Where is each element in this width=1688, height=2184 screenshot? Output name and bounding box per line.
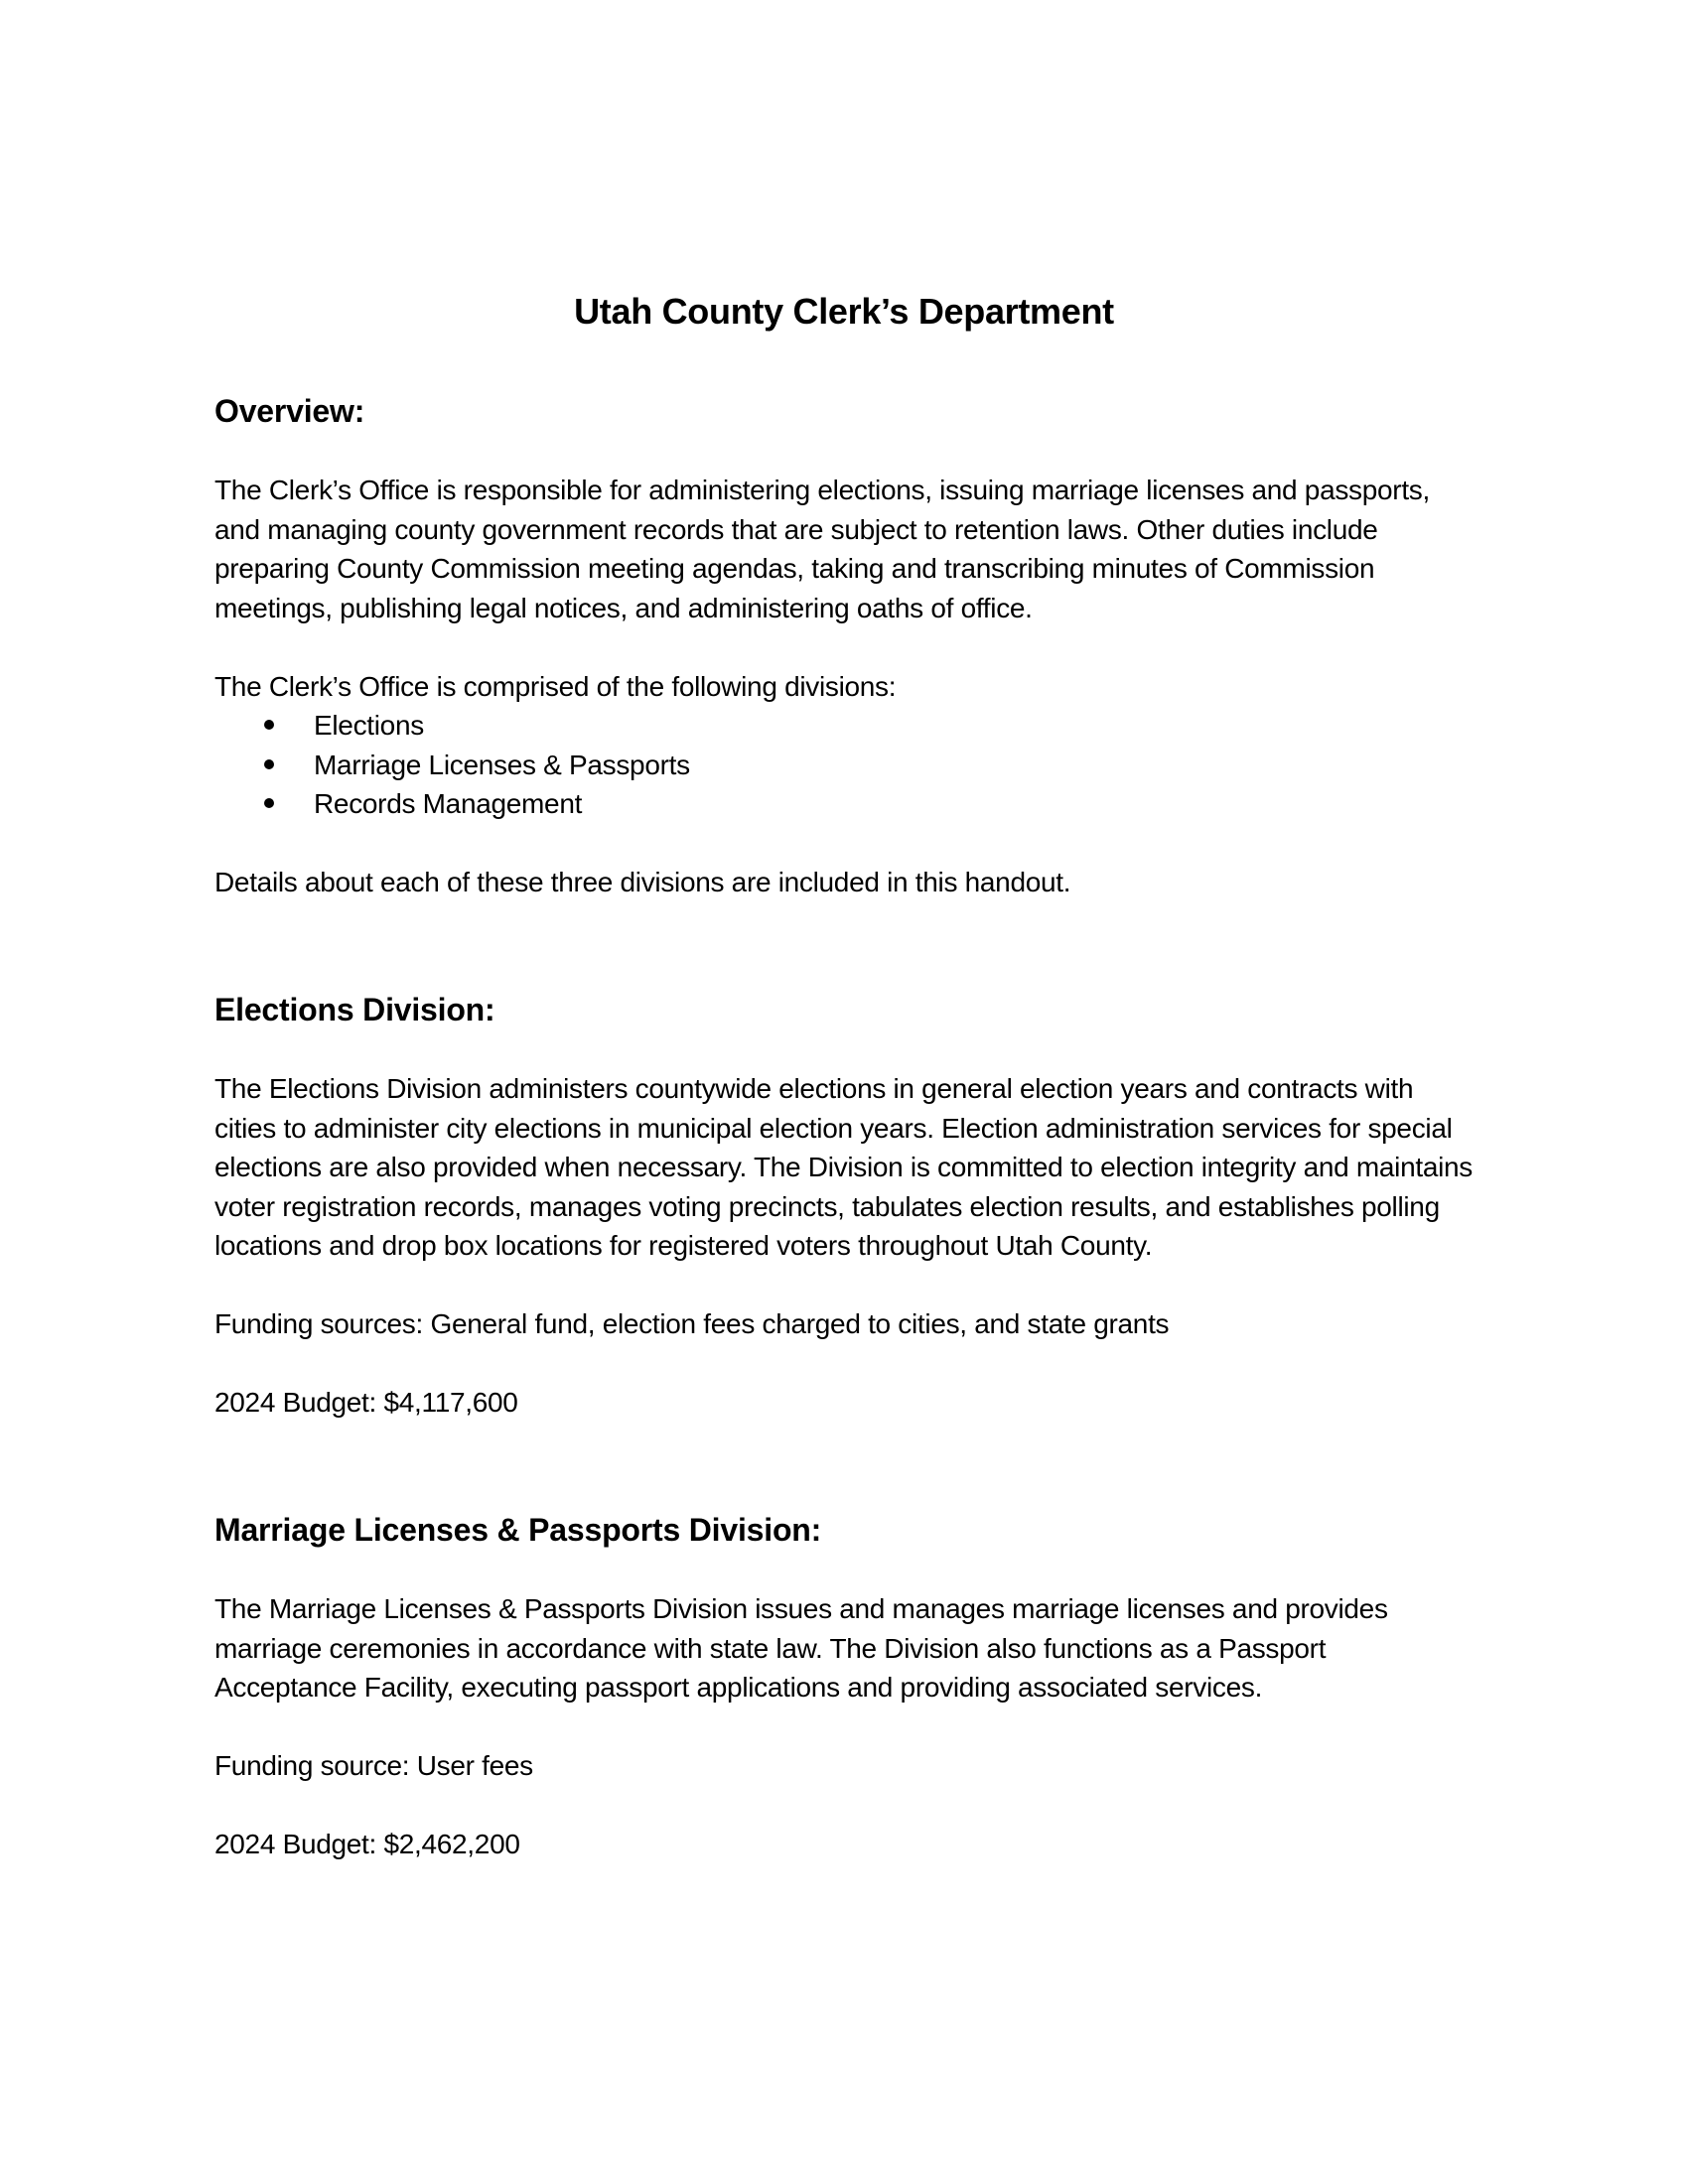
list-item	[214, 784, 1474, 824]
elections-heading: Elections Division:	[214, 992, 495, 1027]
divisions-list	[214, 706, 1474, 824]
bullet-icon	[264, 798, 274, 808]
marriage-heading: Marriage Licenses & Passports Division:	[214, 1512, 822, 1548]
division-label: Marriage Licenses & Passports	[314, 749, 690, 780]
list-item	[214, 706, 1474, 746]
division-label: Records Management	[314, 788, 583, 819]
marriage-paragraph: The Marriage Licenses & Passports Division issues and manages marriage licenses and provides marriage ceremonies in accordance with state law. The Division also functions as a Passport Acceptance Facility, executing passport applications and providing associated services.	[214, 1593, 1388, 1703]
division-label: Elections	[314, 710, 424, 741]
list-item	[214, 746, 1474, 785]
marriage-funding: Funding source: User fees	[214, 1750, 533, 1781]
section-spacer	[214, 1461, 1474, 1510]
document-page	[214, 290, 1474, 1903]
divisions-intro: The Clerk’s Office is comprised of the following divisions:	[214, 670, 897, 702]
document-title: Utah County Clerk’s Department	[574, 291, 1114, 332]
bullet-icon	[264, 720, 274, 730]
section-spacer	[214, 941, 1474, 990]
details-note: Details about each of these three divisions are included in this handout.	[214, 867, 1071, 897]
overview-heading: Overview:	[214, 393, 365, 429]
marriage-budget: 2024 Budget: $2,462,200	[214, 1829, 520, 1859]
elections-paragraph: The Elections Division administers countywide elections in general election years and contracts with cities to administer city elections in municipal election years. Election administration services for special elections are also provided when necessary. The Division is committed to election integrity and maintains voter registration records, manages voting precincts, tabulates election results, and establishes polling locations and drop box locations for registered voters throughout Utah County.	[214, 1073, 1474, 1261]
bullet-icon	[264, 759, 274, 769]
elections-budget: 2024 Budget: $4,117,600	[214, 1387, 518, 1418]
elections-funding: Funding sources: General fund, election fees charged to cities, and state grants	[214, 1308, 1170, 1339]
overview-paragraph: The Clerk’s Office is responsible for administering elections, issuing marriage licenses and passports, and managing county government records that are subject to retention laws. Other duties include preparing County Commission meeting agendas, taking and transcribing minutes of Commission meetings, publishing legal notices, and administering oaths of office.	[214, 475, 1430, 623]
